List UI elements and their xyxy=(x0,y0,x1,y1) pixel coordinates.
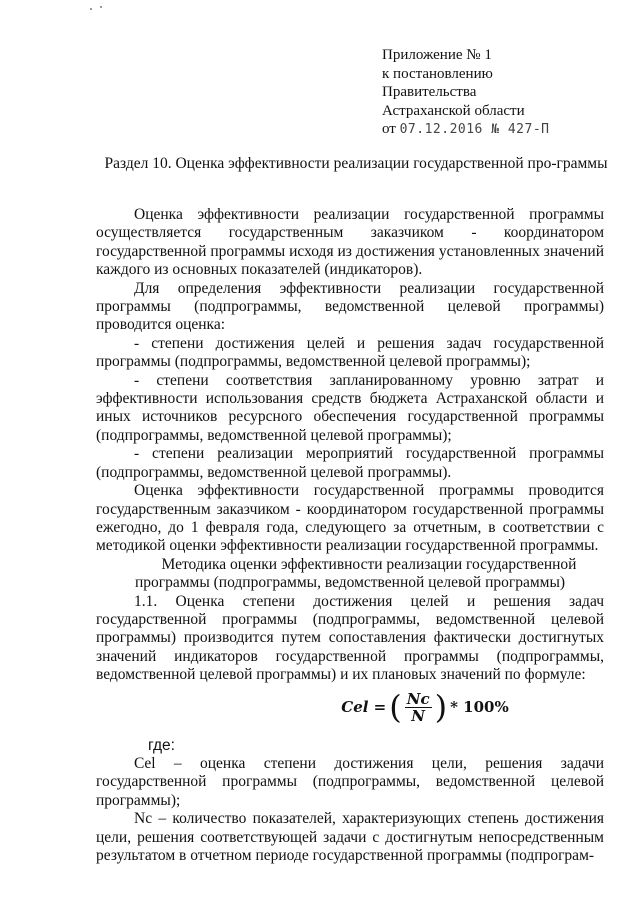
paragraph: - степени соответствия запланированному уровню затрат и эффективности использования средств бюджета Астраханской области и иных источников ресурсного обеспечения государственной программы (подпрограммы, ведомственной целевой программы); xyxy=(96,371,604,444)
formula-fraction xyxy=(405,691,432,724)
clause-1-1: 1.1. Оценка степени достижения целей и решения задач государственной программы (подпрограммы, ведомственной целевой программы) производится путем сопоставления фактически достигнутых значений индикаторов государственной программы (подпрограммы, ведомственной целевой программы) и их плановых значений по формуле: xyxy=(96,592,604,684)
paragraph: - степени достижения целей и решения задач государственной программы (подпрограммы, ведомственной целевой программы); xyxy=(96,334,604,371)
paragraph: Оценка эффективности реализации государственной программы осуществляется государственным заказчиком - координатором государственной программы исходя из достижения установленных значений каждого из основных показателей (индикаторов). xyxy=(96,206,604,279)
formula-numerator: Nc xyxy=(406,689,430,708)
document-body xyxy=(96,206,604,865)
annex-line: Приложение № 1 xyxy=(382,47,492,63)
annex-date-stamp: 07.12.2016 № 427-П xyxy=(399,122,550,137)
annex-date-prefix: от xyxy=(382,121,396,137)
annex-line: Правительства xyxy=(382,84,477,100)
paragraph: Для определения эффективности реализации государственной программы (подпрограммы, ведомственной целевой программы) проводится оценка: xyxy=(96,279,604,334)
formula xyxy=(96,688,604,729)
definition-cel: Cel – оценка степени достижения цели, решения задачи государственной программы (подпрограммы, ведомственной целевой программы); xyxy=(96,754,604,809)
section-title: Раздел 10. Оценка эффективности реализации государственной про-граммы xyxy=(104,155,608,172)
paragraph: Оценка эффективности государственной программы проводится государственным заказчиком - координатором государственной программы ежегодно, до 1 февраля года, следующего за отчетным, в соответствии с методикой оценки эффективности реализации государственной программы. xyxy=(96,482,604,555)
where-label: где: xyxy=(148,736,175,754)
definition-nc: Nc – количество показателей, характеризующих степень достижения цели, решения соответствующей задачи с достигнутым непосредственным результатом в отчетном периоде государственной программы (подпрограм- xyxy=(96,810,604,864)
formula-denominator: N xyxy=(411,706,426,725)
annex-line: к постановлению xyxy=(382,65,493,82)
method-title: Методика оценки эффективности реализации государственной программы (подпрограммы, ведомственной целевой программы) xyxy=(134,555,577,592)
scan-speck xyxy=(90,8,92,10)
formula-open-paren: ( xyxy=(389,688,402,727)
annex-header xyxy=(382,46,550,140)
annex-date-line xyxy=(382,120,550,140)
annex-line: Астраханской области xyxy=(382,102,525,119)
paragraph: - степени реализации мероприятий государственной программы (подпрограммы, ведомственной целевой программы). xyxy=(96,445,604,481)
scan-speck xyxy=(100,6,102,8)
formula-lhs: Cel = xyxy=(341,697,387,716)
formula-tail: * 100% xyxy=(450,697,509,716)
formula-close-paren: ) xyxy=(434,688,448,727)
